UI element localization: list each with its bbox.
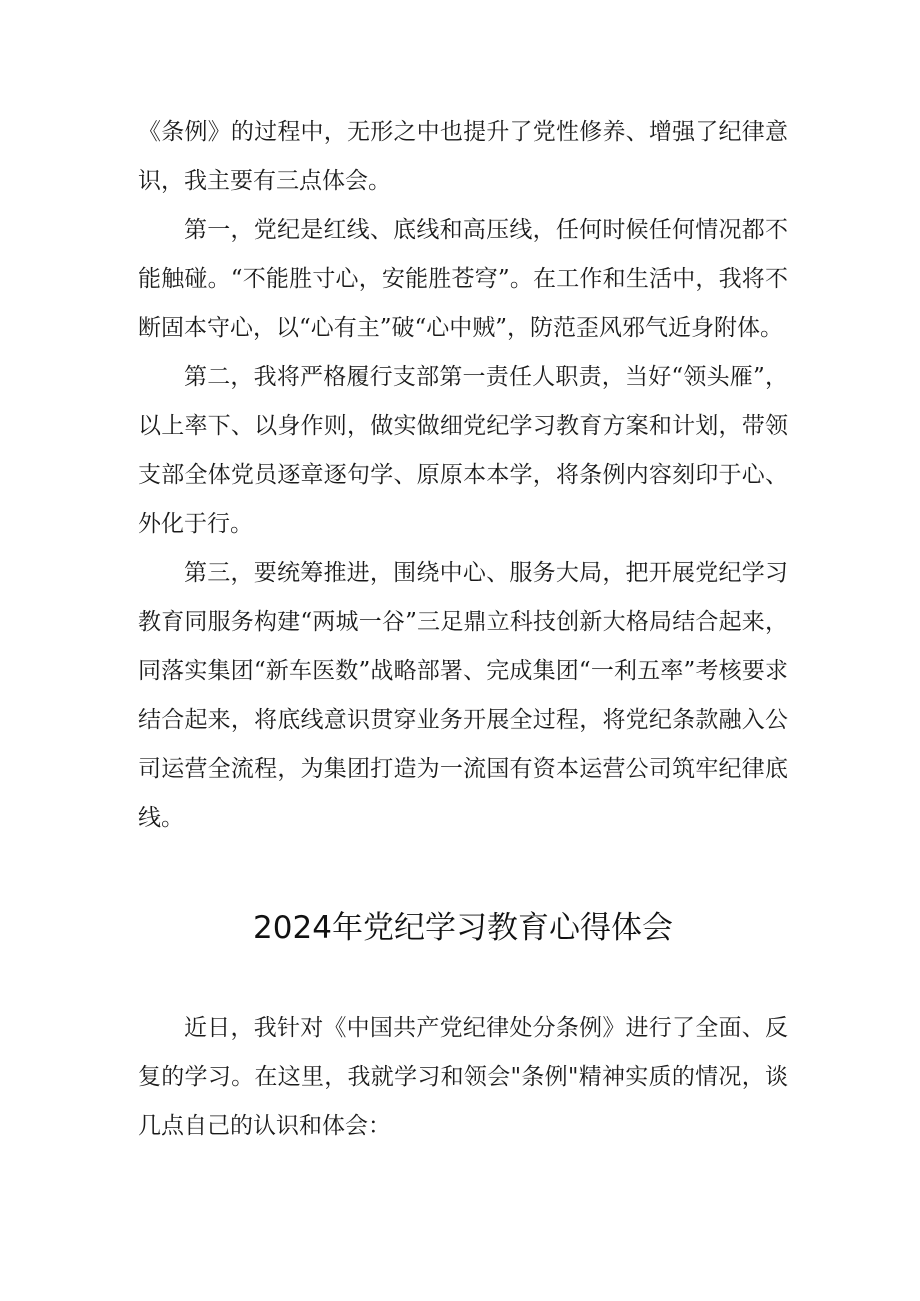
paragraph-point-one: 第一，党纪是红线、底线和高压线，任何时候任何情况都不能触碰。“不能胜寸心，安能胜苍穹”。在工作和生活中，我将不断固本守心，以“心有主”破“心中贼”，防范歪风邪气近身附体。 [138, 217, 788, 341]
paragraph-point-three: 第三，要统筹推进，围绕中心、服务大局，把开展党纪学习教育同服务构建“两城一谷”三足鼎立科技创新大格局结合起来，同落实集团“新车医数”战略部署、完成集团“一利五率”考核要求结合起来，将底线意识贯穿业务开展全过程，将党纪条款融入公司运营全流程，为集团打造为一流国有资本运营公司筑牢纪律底线。 [138, 560, 788, 831]
paragraph-continuation: 《条例》的过程中，无形之中也提升了党性修养、增强了纪律意识，我主要有三点体会。 [138, 119, 788, 194]
paragraph-point-two: 第二，我将严格履行支部第一责任人职责，当好“领头雁”，以上率下、以身作则，做实做细党纪学习教育方案和计划，带领支部全体党员逐章逐句学、原原本本学，将条例内容刻印于心、外化于行。 [138, 364, 788, 537]
document-body [138, 108, 788, 1151]
section-heading: 2024年党纪学习教育心得体会 [253, 910, 673, 946]
paragraph-intro: 近日，我针对《中国共产党纪律处分条例》进行了全面、反复的学习。在这里，我就学习和领会"条例"精神实质的情况，谈几点自己的认识和体会： [138, 1015, 788, 1139]
